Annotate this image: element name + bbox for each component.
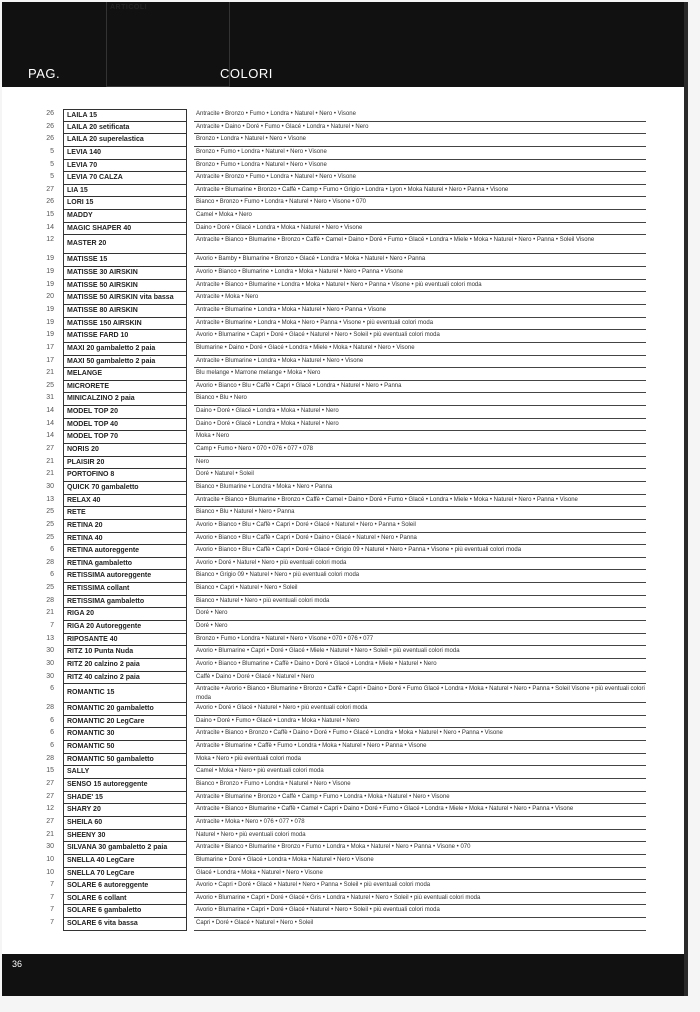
- row-colors: Daino • Doré • Glacé • Londra • Moka • Naturel • Nero: [194, 406, 646, 419]
- table-row: [2, 646, 688, 659]
- table-row: [2, 381, 688, 394]
- row-page-number: 26: [46, 135, 54, 143]
- header-bar: [2, 2, 688, 87]
- table-row: [2, 235, 688, 254]
- row-page-number: 7: [50, 881, 54, 889]
- row-colors: Antracite • Bianco • Blumarine • Londra • Moka • Naturel • Nero • Panna • Visone • più eventuali colori moda: [194, 280, 646, 293]
- row-colors: Avorio • Bamby • Blumarine • Bronzo • Glacé • Londra • Moka • Naturel • Nero • Panna: [194, 254, 646, 267]
- row-page-number: 13: [46, 495, 54, 503]
- table-row: [2, 185, 688, 198]
- row-colors: Antracite • Bianco • Blumarine • Bronzo • Caffè • Camel • Daino • Doré • Fumo • Glacé • Londra • Miele • Moka • Naturel • Nero • Panna • Visone: [194, 495, 646, 508]
- row-article: MATISSE 15: [63, 254, 187, 267]
- row-colors: Bianco • Blumarine • Londra • Moka • Nero • Panna: [194, 482, 646, 495]
- table-row: [2, 868, 688, 881]
- row-colors: Antracite • Avorio • Bianco • Blumarine • Bronzo • Caffè • Capri • Daino • Doré • Fumo Glacé • Londra • Moka • Naturel • Nero • Panna • Soleil Visone • più eventuali colori moda: [194, 684, 646, 703]
- row-article: RETE: [63, 507, 187, 520]
- table-row: [2, 621, 688, 634]
- row-colors: Avorio • Bianco • Blu • Caffè • Capri • Doré • Glacé • Naturel • Nero • Panna • Soleil: [194, 520, 646, 533]
- row-colors: Bronzo • Londra • Naturel • Nero • Visone: [194, 134, 646, 147]
- row-colors: Avorio • Doré • Naturel • Nero • più eventuali colori moda: [194, 558, 646, 571]
- row-colors: Blumarine • Daino • Doré • Glacé • Londra • Miele • Moka • Naturel • Nero • Visone: [194, 343, 646, 356]
- row-article: ROMANTIC 50 gambaletto: [63, 754, 187, 767]
- row-page-number: 30: [46, 647, 54, 655]
- row-article: MADDY: [63, 210, 187, 223]
- row-page-number: 25: [46, 533, 54, 541]
- row-colors: Antracite • Bianco • Bronzo • Caffè • Daino • Doré • Fumo • Glacé • Londra • Moka • Naturel • Nero • Panna • Visone: [194, 728, 646, 741]
- row-colors: Avorio • Blumarine • Capri • Doré • Glacé • Gris • Londra • Naturel • Nero • Soleil • più eventuali colori moda: [194, 893, 646, 906]
- row-page-number: 6: [50, 742, 54, 750]
- row-colors: Camel • Moka • Nero: [194, 210, 646, 223]
- row-article: RITZ 10 Punta Nuda: [63, 646, 187, 659]
- row-colors: Avorio • Bianco • Blu • Caffè • Capri • Doré • Daino • Glacé • Naturel • Nero • Panna: [194, 533, 646, 546]
- row-page-number: 17: [46, 356, 54, 364]
- row-page-number: 14: [46, 432, 54, 440]
- row-article: MATISSE 30 AIRSKIN: [63, 267, 187, 280]
- row-colors: Capri • Doré • Glacé • Naturel • Nero • Soleil: [194, 918, 646, 931]
- row-article: SOLARE 6 gambaletto: [63, 905, 187, 918]
- row-colors: Bianco • Blu • Naturel • Nero • Panna: [194, 507, 646, 520]
- row-colors: Moka • Nero: [194, 431, 646, 444]
- row-colors: Antracite • Blumarine • Londra • Moka • Naturel • Nero • Panna • Visone: [194, 305, 646, 318]
- row-page-number: 21: [46, 369, 54, 377]
- table-row: [2, 672, 688, 685]
- row-article: SOLARE 6 autoreggente: [63, 880, 187, 893]
- row-page-number: 5: [50, 173, 54, 181]
- row-colors: Camp • Fumo • Nero • 070 • 076 • 077 • 078: [194, 444, 646, 457]
- row-colors: Avorio • Blumarine • Capri • Doré • Glacé • Naturel • Nero • Soleil • più eventuali colori moda: [194, 905, 646, 918]
- table-row: [2, 457, 688, 470]
- row-page-number: 7: [50, 893, 54, 901]
- row-article: LEVIA 70 CALZA: [63, 172, 187, 185]
- table-row: [2, 533, 688, 546]
- row-page-number: 19: [46, 331, 54, 339]
- table-row: [2, 305, 688, 318]
- row-page-number: 25: [46, 381, 54, 389]
- table-row: [2, 855, 688, 868]
- row-article: LEVIA 70: [63, 160, 187, 173]
- row-article: LEVIA 140: [63, 147, 187, 160]
- row-page-number: 19: [46, 268, 54, 276]
- row-colors: Avorio • Bianco • Blumarine • Londra • Moka • Naturel • Nero • Panna • Visone: [194, 267, 646, 280]
- table-row: [2, 495, 688, 508]
- header-pag: PAG.: [28, 66, 61, 81]
- row-page-number: 28: [46, 704, 54, 712]
- table-row: [2, 280, 688, 293]
- row-page-number: 15: [46, 767, 54, 775]
- row-article: RIPOSANTE 40: [63, 634, 187, 647]
- row-page-number: 28: [46, 558, 54, 566]
- table-row: [2, 210, 688, 223]
- row-colors: Avorio • Bianco • Blu • Caffè • Capri • Glacé • Londra • Naturel • Nero • Panna: [194, 381, 646, 394]
- row-article: SOLARE 6 collant: [63, 893, 187, 906]
- row-article: PORTOFINO 8: [63, 469, 187, 482]
- header-colori: COLORI: [220, 66, 273, 81]
- article-table: [2, 109, 688, 931]
- row-page-number: 19: [46, 318, 54, 326]
- table-row: [2, 804, 688, 817]
- table-row: [2, 792, 688, 805]
- row-colors: Bronzo • Fumo • Londra • Naturel • Nero • Visone: [194, 147, 646, 160]
- row-article: SALLY: [63, 766, 187, 779]
- row-page-number: 20: [46, 293, 54, 301]
- table-row: [2, 545, 688, 558]
- table-row: [2, 779, 688, 792]
- row-page-number: 26: [46, 122, 54, 130]
- row-page-number: 26: [46, 198, 54, 206]
- row-article: SNELLA 40 LegCare: [63, 855, 187, 868]
- row-page-number: 30: [46, 843, 54, 851]
- row-article: MATISSE 150 AIRSKIN: [63, 318, 187, 331]
- row-colors: Avorio • Bianco • Blu • Caffè • Capri • Doré • Glacé • Grigio 09 • Naturel • Nero • Panna • Visone • più eventuali colori moda: [194, 545, 646, 558]
- table-row: [2, 444, 688, 457]
- row-article: MELANGE: [63, 368, 187, 381]
- row-article: ROMANTIC 50: [63, 741, 187, 754]
- row-page-number: 28: [46, 596, 54, 604]
- table-row: [2, 393, 688, 406]
- row-colors: Antracite • Moka • Nero: [194, 292, 646, 305]
- row-colors: Avorio • Bianco • Blumarine • Caffè • Daino • Doré • Glacé • Londra • Miele • Naturel • Nero: [194, 659, 646, 672]
- row-colors: Avorio • Capri • Doré • Glacé • Naturel • Nero • Panna • Soleil • più eventuali colori moda: [194, 880, 646, 893]
- row-article: MODEL TOP 40: [63, 419, 187, 432]
- row-article: MATISSE 80 AIRSKIN: [63, 305, 187, 318]
- row-page-number: 7: [50, 919, 54, 927]
- table-row: [2, 583, 688, 596]
- row-article: MASTER 20: [63, 235, 187, 254]
- row-article: RETISSIMA collant: [63, 583, 187, 596]
- table-row: [2, 223, 688, 236]
- table-row: [2, 507, 688, 520]
- table-row: [2, 596, 688, 609]
- row-page-number: 27: [46, 185, 54, 193]
- row-colors: Nero: [194, 457, 646, 470]
- row-article: LAILA 15: [63, 109, 187, 122]
- row-article: RETINA 40: [63, 533, 187, 546]
- page-number: 36: [12, 959, 23, 969]
- row-article: ROMANTIC 20 gambaletto: [63, 703, 187, 716]
- row-article: ROMANTIC 20 LegCare: [63, 716, 187, 729]
- row-article: RETISSIMA gambaletto: [63, 596, 187, 609]
- row-page-number: 15: [46, 211, 54, 219]
- row-colors: Antracite • Blumarine • Caffè • Fumo • Londra • Moka • Naturel • Nero • Panna • Visone: [194, 741, 646, 754]
- row-page-number: 10: [46, 855, 54, 863]
- row-page-number: 30: [46, 482, 54, 490]
- row-article: ROMANTIC 15: [63, 684, 187, 703]
- row-colors: Doré • Nero: [194, 608, 646, 621]
- row-page-number: 7: [50, 906, 54, 914]
- table-row: [2, 343, 688, 356]
- table-row: [2, 147, 688, 160]
- row-article: MODEL TOP 70: [63, 431, 187, 444]
- table-row: [2, 608, 688, 621]
- row-page-number: 25: [46, 584, 54, 592]
- row-page-number: 6: [50, 685, 54, 693]
- catalog-page: [2, 2, 688, 996]
- table-row: [2, 482, 688, 495]
- table-row: [2, 406, 688, 419]
- table-row: [2, 368, 688, 381]
- row-page-number: 31: [46, 394, 54, 402]
- table-row: [2, 842, 688, 855]
- row-colors: Antracite • Bianco • Blumarine • Caffè • Camel • Capri • Daino • Doré • Fumo • Glacé • Londra • Miele • Moka • Naturel • Nero • Panna • Visone: [194, 804, 646, 817]
- row-page-number: 27: [46, 817, 54, 825]
- row-page-number: 5: [50, 160, 54, 168]
- table-row: [2, 419, 688, 432]
- table-row: [2, 716, 688, 729]
- row-colors: Antracite • Blumarine • Bronzo • Caffè • Camp • Fumo • Londra • Moka • Naturel • Nero • Visone: [194, 792, 646, 805]
- row-article: RETINA 20: [63, 520, 187, 533]
- row-colors: Doré • Nero: [194, 621, 646, 634]
- row-article: ROMANTIC 30: [63, 728, 187, 741]
- row-colors: Bronzo • Fumo • Londra • Naturel • Nero • Visone: [194, 160, 646, 173]
- row-article: QUICK 70 gambaletto: [63, 482, 187, 495]
- table-row: [2, 197, 688, 210]
- table-row: [2, 728, 688, 741]
- row-article: LORI 15: [63, 197, 187, 210]
- row-page-number: 10: [46, 868, 54, 876]
- table-row: [2, 292, 688, 305]
- row-colors: Daino • Doré • Fumo • Glacé • Londra • Moka • Naturel • Nero: [194, 716, 646, 729]
- row-article: SHEENY 30: [63, 830, 187, 843]
- row-colors: Bianco • Capri • Naturel • Nero • Soleil: [194, 583, 646, 596]
- table-row: [2, 160, 688, 173]
- row-colors: Bronzo • Fumo • Londra • Naturel • Nero • Visone • 070 • 076 • 077: [194, 634, 646, 647]
- row-article: LIA 15: [63, 185, 187, 198]
- row-colors: Antracite • Blumarine • Londra • Moka • Nero • Panna • Visone • più eventuali colori moda: [194, 318, 646, 331]
- row-article: SHEILA 60: [63, 817, 187, 830]
- table-row: [2, 918, 688, 931]
- row-article: MATISSE 50 AIRSKIN: [63, 280, 187, 293]
- row-colors: Glacé • Londra • Moka • Naturel • Nero • Visone: [194, 868, 646, 881]
- row-article: SHARY 20: [63, 804, 187, 817]
- row-page-number: 21: [46, 830, 54, 838]
- table-row: [2, 318, 688, 331]
- table-row: [2, 134, 688, 147]
- row-article: MAXI 50 gambaletto 2 paia: [63, 356, 187, 369]
- row-page-number: 6: [50, 546, 54, 554]
- row-article: RETISSIMA autoreggente: [63, 570, 187, 583]
- table-row: [2, 817, 688, 830]
- table-row: [2, 172, 688, 185]
- row-article: RETINA autoreggente: [63, 545, 187, 558]
- table-row: [2, 830, 688, 843]
- row-colors: Moka • Nero • più eventuali colori moda: [194, 754, 646, 767]
- row-article: RELAX 40: [63, 495, 187, 508]
- row-article: SHADE' 15: [63, 792, 187, 805]
- row-article: RIGA 20 Autoreggente: [63, 621, 187, 634]
- row-article: RITZ 40 calzino 2 paia: [63, 672, 187, 685]
- row-colors: Blumarine • Doré • Glacé • Londra • Moka • Naturel • Nero • Visone: [194, 855, 646, 868]
- page-edge: [684, 2, 688, 996]
- row-article: RIGA 20: [63, 608, 187, 621]
- table-row: [2, 570, 688, 583]
- row-colors: Antracite • Daino • Doré • Fumo • Glacé • Londra • Naturel • Nero: [194, 122, 646, 135]
- row-colors: Antracite • Bianco • Blumarine • Bronzo • Fumo • Londra • Moka • Naturel • Nero • Panna • Visone • 070: [194, 842, 646, 855]
- row-colors: Antracite • Bronzo • Fumo • Londra • Naturel • Nero • Visone: [194, 172, 646, 185]
- table-row: [2, 267, 688, 280]
- row-page-number: 19: [46, 280, 54, 288]
- row-page-number: 14: [46, 419, 54, 427]
- row-page-number: 21: [46, 457, 54, 465]
- table-row: [2, 520, 688, 533]
- row-colors: Blu melange • Marrone melange • Moka • Nero: [194, 368, 646, 381]
- row-article: RITZ 20 calzino 2 paia: [63, 659, 187, 672]
- row-page-number: 12: [46, 805, 54, 813]
- row-page-number: 17: [46, 343, 54, 351]
- row-page-number: 26: [46, 110, 54, 117]
- row-article: MICRORETE: [63, 381, 187, 394]
- row-colors: Bianco • Blu • Nero: [194, 393, 646, 406]
- row-page-number: 5: [50, 147, 54, 155]
- row-colors: Antracite • Bianco • Blumarine • Bronzo • Caffè • Camel • Daino • Doré • Fumo • Glacé • Londra • Miele • Moka • Naturel • Nero • Panna • Soleil Visone: [194, 235, 646, 254]
- row-article: SOLARE 6 vita bassa: [63, 918, 187, 931]
- footer-bar: [2, 954, 688, 996]
- row-colors: Bianco • Naturel • Nero • più eventuali colori moda: [194, 596, 646, 609]
- row-colors: Naturel • Nero • più eventuali colori moda: [194, 830, 646, 843]
- row-colors: Doré • Naturel • Soleil: [194, 469, 646, 482]
- row-page-number: 21: [46, 470, 54, 478]
- row-article: MAGIC SHAPER 40: [63, 223, 187, 236]
- row-article: SNELLA 70 LegCare: [63, 868, 187, 881]
- row-colors: Bianco • Bronzo • Fumo • Londra • Naturel • Nero • Visone • 070: [194, 197, 646, 210]
- row-page-number: 19: [46, 255, 54, 263]
- row-colors: Daino • Doré • Glacé • Londra • Moka • Naturel • Nero • Visone: [194, 223, 646, 236]
- row-article: MATISSE 50 AIRSKIN vita bassa: [63, 292, 187, 305]
- row-article: SILVANA 30 gambaletto 2 paia: [63, 842, 187, 855]
- row-page-number: 14: [46, 223, 54, 231]
- row-article: LAILA 20 setificata: [63, 122, 187, 135]
- row-colors: Avorio • Doré • Glacé • Naturel • Nero • più eventuali colori moda: [194, 703, 646, 716]
- table-row: [2, 703, 688, 716]
- row-page-number: 21: [46, 609, 54, 617]
- row-article: LAILA 20 superelastica: [63, 134, 187, 147]
- row-page-number: 6: [50, 716, 54, 724]
- table-row: [2, 880, 688, 893]
- row-colors: Daino • Doré • Glacé • Londra • Moka • Naturel • Nero: [194, 419, 646, 432]
- row-colors: Avorio • Blumarine • Capri • Doré • Glacé • Naturel • Nero • Soleil • più eventuali colori moda: [194, 330, 646, 343]
- row-article: NORIS 20: [63, 444, 187, 457]
- row-page-number: 27: [46, 445, 54, 453]
- row-colors: Antracite • Blumarine • Londra • Moka • Naturel • Nero • Visone: [194, 356, 646, 369]
- row-article: SENSO 15 autoreggente: [63, 779, 187, 792]
- row-page-number: 19: [46, 305, 54, 313]
- row-article: RETINA gambaletto: [63, 558, 187, 571]
- table-row: [2, 469, 688, 482]
- row-page-number: 14: [46, 407, 54, 415]
- row-colors: Caffè • Daino • Doré • Glacé • Naturel • Nero: [194, 672, 646, 685]
- row-colors: Camel • Moka • Nero • più eventuali colori moda: [194, 766, 646, 779]
- row-page-number: 30: [46, 659, 54, 667]
- row-article: PLAISIR 20: [63, 457, 187, 470]
- table-row: [2, 893, 688, 906]
- row-page-number: 30: [46, 672, 54, 680]
- row-colors: Antracite • Moka • Nero • 076 • 077 • 078: [194, 817, 646, 830]
- row-page-number: 12: [46, 236, 54, 244]
- table-row: [2, 431, 688, 444]
- table-row: [2, 356, 688, 369]
- row-colors: Bianco • Grigio 09 • Naturel • Nero • più eventuali colori moda: [194, 570, 646, 583]
- row-page-number: 27: [46, 792, 54, 800]
- row-page-number: 27: [46, 780, 54, 788]
- table-row: [2, 330, 688, 343]
- table-row: [2, 122, 688, 135]
- table-row: [2, 754, 688, 767]
- row-page-number: 28: [46, 754, 54, 762]
- row-colors: Antracite • Blumarine • Bronzo • Caffè • Camp • Fumo • Grigio • Londra • Lyon • Moka Naturel • Nero • Panna • Visone: [194, 185, 646, 198]
- table-row: [2, 741, 688, 754]
- row-article: MAXI 20 gambaletto 2 paia: [63, 343, 187, 356]
- table-row: [2, 905, 688, 918]
- header-articoli: ARTICOLI: [106, 2, 230, 87]
- row-page-number: 25: [46, 508, 54, 516]
- table-row: [2, 558, 688, 571]
- table-row: [2, 659, 688, 672]
- table-row: [2, 766, 688, 779]
- row-colors: Avorio • Blumarine • Capri • Doré • Glacé • Miele • Naturel • Nero • Soleil • più eventuali colori moda: [194, 646, 646, 659]
- row-article: MINICALZINO 2 paia: [63, 393, 187, 406]
- table-row: [2, 684, 688, 703]
- row-page-number: 25: [46, 520, 54, 528]
- table-row: [2, 254, 688, 267]
- row-article: MODEL TOP 20: [63, 406, 187, 419]
- table-row: [2, 109, 688, 122]
- row-page-number: 13: [46, 634, 54, 642]
- row-article: MATISSE FARD 10: [63, 330, 187, 343]
- row-page-number: 6: [50, 729, 54, 737]
- row-colors: Bianco • Bronzo • Fumo • Londra • Naturel • Nero • Visone: [194, 779, 646, 792]
- row-page-number: 6: [50, 571, 54, 579]
- row-colors: Antracite • Bronzo • Fumo • Londra • Naturel • Nero • Visone: [194, 109, 646, 122]
- table-row: [2, 634, 688, 647]
- row-page-number: 7: [50, 621, 54, 629]
